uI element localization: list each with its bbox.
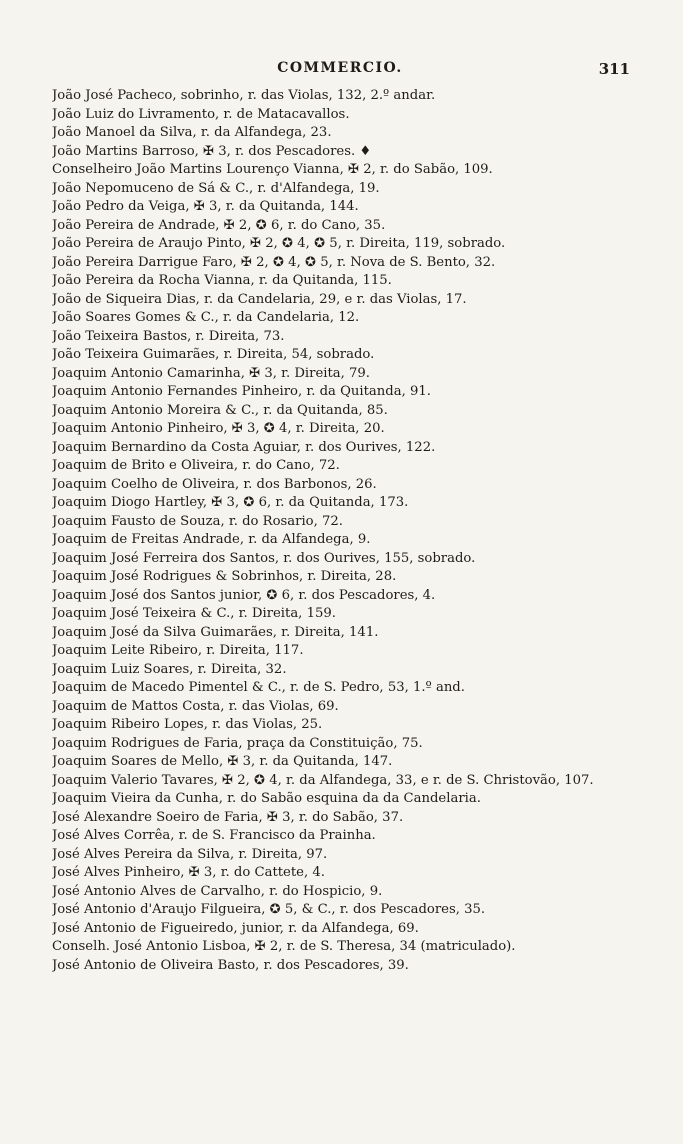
directory-entry: Joaquim de Macedo Pimentel & C., r. de S. Pedro, 53, 1.º and. [52, 680, 465, 695]
directory-entry: Joaquim Diogo Hartley, ✠ 3, ✪ 6, r. da Quitanda, 173. [52, 495, 409, 510]
directory-entry: Joaquim Antonio Fernandes Pinheiro, r. da Quitanda, 91. [52, 384, 431, 399]
directory-listing [52, 87, 642, 975]
page-number: 311 [598, 60, 630, 78]
directory-entry: Joaquim de Freitas Andrade, r. da Alfandega, 9. [52, 532, 371, 547]
directory-entry: João Nepomuceno de Sá & C., r. d'Alfandega, 19. [52, 180, 380, 196]
directory-entry: Joaquim José Rodrigues & Sobrinhos, r. Direita, 28. [52, 569, 397, 584]
directory-entry: João Pereira Darrigue Faro, ✠ 2, ✪ 4, ✪ 5, r. Nova de S. Bento, 32. [52, 254, 496, 270]
directory-entry: Joaquim Rodrigues de Faria, praça da Constituição, 75. [52, 735, 423, 751]
directory-entry: João Pereira de Andrade, ✠ 2, ✪ 6, r. do Cano, 35. [52, 217, 386, 233]
directory-entry: Joaquim Vieira da Cunha, r. do Sabão esquina da da Candelaria. [52, 791, 481, 806]
directory-entry: Joaquim Leite Ribeiro, r. Direita, 117. [52, 643, 304, 658]
directory-entry: João Teixeira Guimarães, r. Direita, 54, sobrado. [52, 347, 375, 362]
directory-entry: João Teixeira Bastos, r. Direita, 73. [52, 328, 285, 344]
directory-entry: Conselheiro João Martins Lourenço Vianna, ✠ 2, r. do Sabão, 109. [52, 162, 493, 177]
directory-entry: Joaquim Antonio Pinheiro, ✠ 3, ✪ 4, r. Direita, 20. [52, 421, 385, 436]
directory-entry: João Martins Barroso, ✠ 3, r. dos Pescadores. ♦ [52, 143, 372, 159]
directory-entry: José Antonio Alves de Carvalho, r. do Hospicio, 9. [52, 883, 383, 899]
directory-entry: João José Pacheco, sobrinho, r. das Violas, 132, 2.º andar. [52, 88, 436, 103]
directory-entry: Joaquim Bernardino da Costa Aguiar, r. dos Ourives, 122. [52, 439, 436, 455]
directory-entry: Joaquim Antonio Moreira & C., r. da Quitanda, 85. [52, 402, 388, 418]
directory-entry: José Alexandre Soeiro de Faria, ✠ 3, r. do Sabão, 37. [52, 809, 404, 825]
directory-entry: João Luiz do Livramento, r. de Matacavallos. [52, 106, 350, 122]
directory-entry: Joaquim José dos Santos junior, ✪ 6, r. dos Pescadores, 4. [52, 587, 436, 603]
directory-entry: Conselh. José Antonio Lisboa, ✠ 2, r. de S. Theresa, 34 (matriculado). [52, 939, 516, 954]
directory-entry: José Alves Pereira da Silva, r. Direita, 97. [52, 846, 328, 862]
directory-entry: Joaquim Soares de Mello, ✠ 3, r. da Quitanda, 147. [52, 754, 393, 769]
directory-entry: João Soares Gomes & C., r. da Candelaria, 12. [52, 310, 360, 325]
directory-entry: José Antonio d'Araujo Filgueira, ✪ 5, & C., r. dos Pescadores, 35. [52, 902, 486, 917]
directory-entry: Joaquim Luiz Soares, r. Direita, 32. [52, 661, 287, 677]
directory-entry: Joaquim Antonio Camarinha, ✠ 3, r. Direita, 79. [52, 365, 370, 381]
directory-entry: Joaquim José Ferreira dos Santos, r. dos Ourives, 155, sobrado. [52, 550, 476, 566]
directory-entry: José Alves Corrêa, r. de S. Francisco da Prainha. [52, 828, 376, 843]
directory-entry: Joaquim José da Silva Guimarães, r. Direita, 141. [52, 624, 379, 640]
directory-entry: João Pereira de Araujo Pinto, ✠ 2, ✪ 4, ✪ 5, r. Direita, 119, sobrado. [52, 236, 506, 251]
directory-entry: João Pedro da Veiga, ✠ 3, r. da Quitanda, 144. [52, 199, 359, 214]
directory-entry: João de Siqueira Dias, r. da Candelaria, 29, e r. das Violas, 17. [52, 291, 467, 307]
directory-entry: Joaquim de Mattos Costa, r. das Violas, 69. [52, 698, 339, 714]
directory-entry: Joaquim Valerio Tavares, ✠ 2, ✪ 4, r. da Alfandega, 33, e r. de S. Christovão, 107. [52, 772, 594, 788]
directory-entry: José Antonio de Oliveira Basto, r. dos Pescadores, 39. [52, 957, 409, 973]
directory-entry: Joaquim Fausto de Souza, r. do Rosario, 72. [52, 513, 343, 529]
directory-entry: Joaquim Ribeiro Lopes, r. das Violas, 25. [52, 717, 323, 732]
directory-entry: Joaquim de Brito e Oliveira, r. do Cano, 72. [52, 458, 340, 473]
directory-entry: Joaquim Coelho de Oliveira, r. dos Barbonos, 26. [52, 476, 377, 492]
directory-entry: José Antonio de Figueiredo, junior, r. da Alfandega, 69. [52, 920, 419, 936]
directory-entry: João Pereira da Rocha Vianna, r. da Quitanda, 115. [52, 273, 392, 288]
page-header [50, 60, 630, 84]
directory-entry: Joaquim José Teixeira & C., r. Direita, 159. [52, 606, 336, 621]
directory-entry: João Manoel da Silva, r. da Alfandega, 23. [52, 125, 332, 140]
directory-entry: José Alves Pinheiro, ✠ 3, r. do Cattete, 4. [52, 865, 325, 880]
section-title: COMMERCIO. [277, 60, 403, 76]
